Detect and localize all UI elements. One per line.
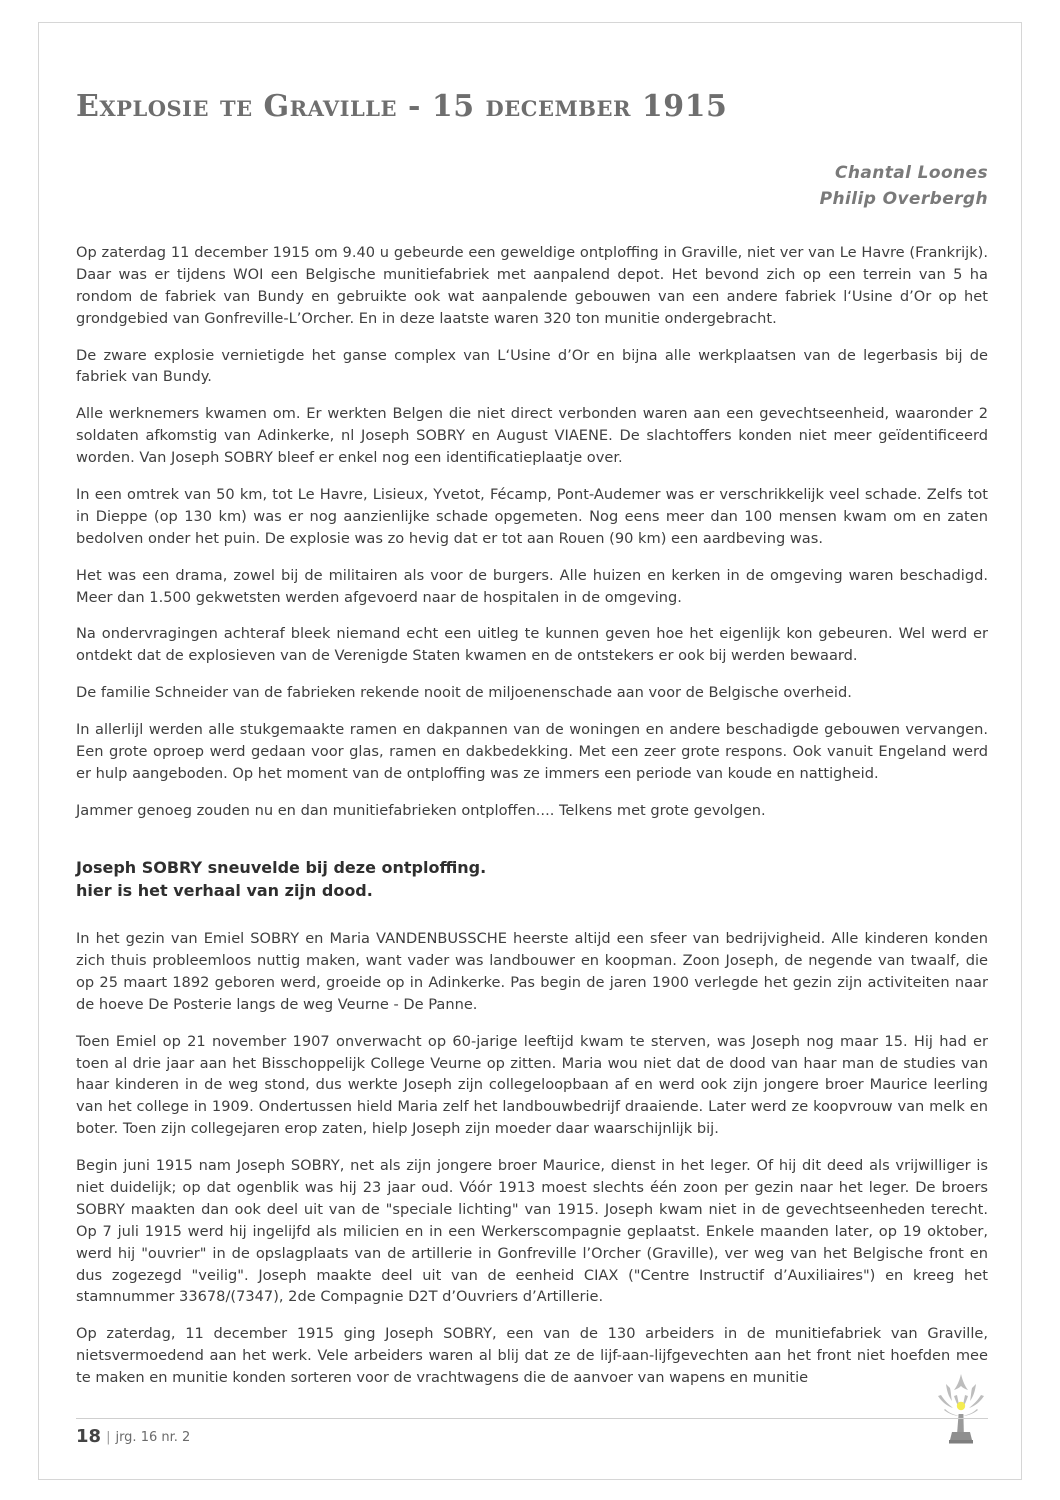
page-footer bbox=[76, 1418, 988, 1447]
paragraph: Op zaterdag 11 december 1915 om 9.40 u gebeurde een geweldige ontploffing in Graville, niet ver van Le Havre (Frankrijk). Daar was er tijdens WOI een Belgische munitiefabriek met aanpalend depot. Het bevond zich op een terrein van 5 ha rondom de fabriek van Bundy en gebruikte ook wat aanpalende gebouwen van een andere fabriek l‘Usine d’Or op het grondgebied van Gonfreville-L’Orcher. En in deze laatste waren 320 ton munitie ondergebracht. bbox=[76, 244, 988, 327]
article-content bbox=[76, 90, 988, 1404]
footer-divider bbox=[76, 1418, 988, 1419]
issue-label: jrg. 16 nr. 2 bbox=[115, 1430, 191, 1445]
paragraph: Op zaterdag, 11 december 1915 ging Joseph SOBRY, een van de 130 arbeiders in de munitiefabriek van Graville, nietsvermoedend aan het werk. Vele arbeiders waren al blij dat ze de lijf-aan-lijfgevechten aan het front niet hoefden mee te maken en munitie konden sorteren voor de vrachtwagens die de aanvoer van wapens en munitie bbox=[76, 1325, 988, 1387]
footer-text bbox=[76, 1426, 988, 1447]
page-border-right bbox=[1021, 22, 1022, 1480]
author-name-1: Chantal Loones bbox=[834, 163, 988, 183]
page-number: 18 bbox=[76, 1426, 102, 1447]
paragraph: In een omtrek van 50 km, tot Le Havre, Lisieux, Yvetot, Fécamp, Pont-Audemer was er verschrikkelijk veel schade. Zelfs tot in Dieppe (op 130 km) was er nog aanzienlijke schade opgemeten. Nog eens meer dan 100 mensen kwam om en zaten bedolven onder het puin. De explosie was zo hevig dat er tot aan Rouen (90 km) een aardbeving was. bbox=[76, 486, 988, 547]
paragraph: Toen Emiel op 21 november 1907 onverwacht op 60-jarige leeftijd kwam te sterven, was Joseph nog maar 15. Hij had er toen al drie jaar aan het Bisschoppelijk College Veurne op zitten. Maria wou niet dat de dood van haar man de studies van haar kinderen in de weg stond, dus werkte Joseph zijn collegeloopbaan af en werd ook zijn jongere broer Maurice leerling van het college in 1909. Ondertussen hield Maria zelf het landbouwbedrijf draaiende. Later werd ze koopvrouw van melk en boter. Toen zijn collegejaren erop zaten, hielp Joseph zijn moeder daar waarschijnlijk bij. bbox=[76, 1032, 988, 1138]
page-border-top bbox=[38, 22, 1022, 23]
section-subheading bbox=[76, 856, 988, 902]
paragraph: In het gezin van Emiel SOBRY en Maria VANDENBUSSCHE heerste altijd een sfeer van bedrijvigheid. Alle kinderen konden zich thuis probleemloos nuttig maken, want vader was landbouwer en koopman. Zoon Joseph, de negende van twaalf, die op 25 maart 1892 geboren werd, groeide op in Adinkerke. Pas begin de jaren 1900 verlegde het gezin zijn activiteiten naar de hoeve De Posterie langs de weg Veurne - De Panne. bbox=[76, 930, 988, 1013]
paragraph: Het was een drama, zowel bij de militairen als voor de burgers. Alle huizen en kerken in de omgeving waren beschadigd. Meer dan 1.500 gekwetsten werden afgevoerd naar de hospitalen in de omgeving. bbox=[76, 566, 988, 606]
subheading-line-2: hier is het verhaal van zijn dood. bbox=[76, 880, 373, 900]
paragraph: Jammer genoeg zouden nu en dan munitiefabrieken ontploffen.... Telkens met grote gevolgen. bbox=[76, 801, 766, 819]
author-name-2: Philip Overbergh bbox=[819, 188, 988, 209]
page-title: Explosie te Graville - 15 december 1915 bbox=[76, 89, 728, 124]
paragraph: De familie Schneider van de fabrieken rekende nooit de miljoenenschade aan voor de Belgische overheid. bbox=[76, 684, 852, 702]
body-text-part-2 bbox=[76, 928, 988, 1389]
footer-separator: | bbox=[106, 1430, 111, 1445]
paragraph: Na ondervragingen achteraf bleek niemand echt een uitleg te kunnen geven hoe het eigenlijk kon gebeuren. Wel werd er ontdekt dat de explosieven van de Verenigde Staten kwamen en de ontstekers er ook bij werden bewaard. bbox=[76, 625, 988, 665]
author-block bbox=[76, 161, 988, 212]
paragraph: Alle werknemers kwamen om. Er werkten Belgen die niet direct verbonden waren aan een gevechtseenheid, waaronder 2 soldaten afkomstig van Adinkerke, nl Joseph SOBRY en August VIAENE. De slachtoffers konden niet meer geïdentificeerd worden. Van Joseph SOBRY bleef er enkel nog een identificatieplaatje over. bbox=[76, 405, 988, 467]
body-text-part-1 bbox=[76, 242, 988, 822]
page-border-left bbox=[38, 22, 39, 1480]
page-border-bottom bbox=[38, 1479, 1022, 1480]
paragraph: De zware explosie vernietigde het ganse complex van L‘Usine d’Or en bijna alle werkplaatsen van de legerbasis bij de fabriek van Bundy. bbox=[76, 346, 988, 386]
paragraph: In allerlijl werden alle stukgemaakte ramen en dakpannen van de woningen en andere beschadigde gebouwen vervangen. Een grote oproep werd gedaan voor glas, ramen en dakbedekking. Met een zeer grote respons. Ook vanuit Engeland werd er hulp aangeboden. Op het moment van de ontploffing was ze immers een periode van koude en nattigheid. bbox=[76, 721, 988, 782]
subheading-line-1: Joseph SOBRY sneuvelde bij deze ontploffing. bbox=[76, 857, 487, 877]
paragraph: Begin juni 1915 nam Joseph SOBRY, net als zijn jongere broer Maurice, dienst in het leger. Of hij dit deed als vrijwilliger is niet duidelijk; op dat ogenblik was hij 23 jaar oud. Vóór 1913 moest slechts één zoon per gezin naar het leger. De broers SOBRY maakten dan ook deel uit van de "speciale lichting" van 1915. Joseph kwam niet in de gevechtseenheden terecht. Op 7 juli 1915 werd hij ingelijfd als milicien en in een Werkerscompagnie geplaatst. Enkele maanden later, op 19 oktober, werd hij "ouvrier" in de opslagplaats van de artillerie in Gonfreville l’Orcher (Graville), ver weg van het Belgische front en dus zogezegd "veilig". Joseph maakte deel uit van de eenheid CIAX ("Centre Instructif d’Auxiliaires") en kreeg het stamnummer 33678/(7347), 2de Compagnie D2T d’Ouvriers d’Artillerie. bbox=[76, 1157, 988, 1306]
